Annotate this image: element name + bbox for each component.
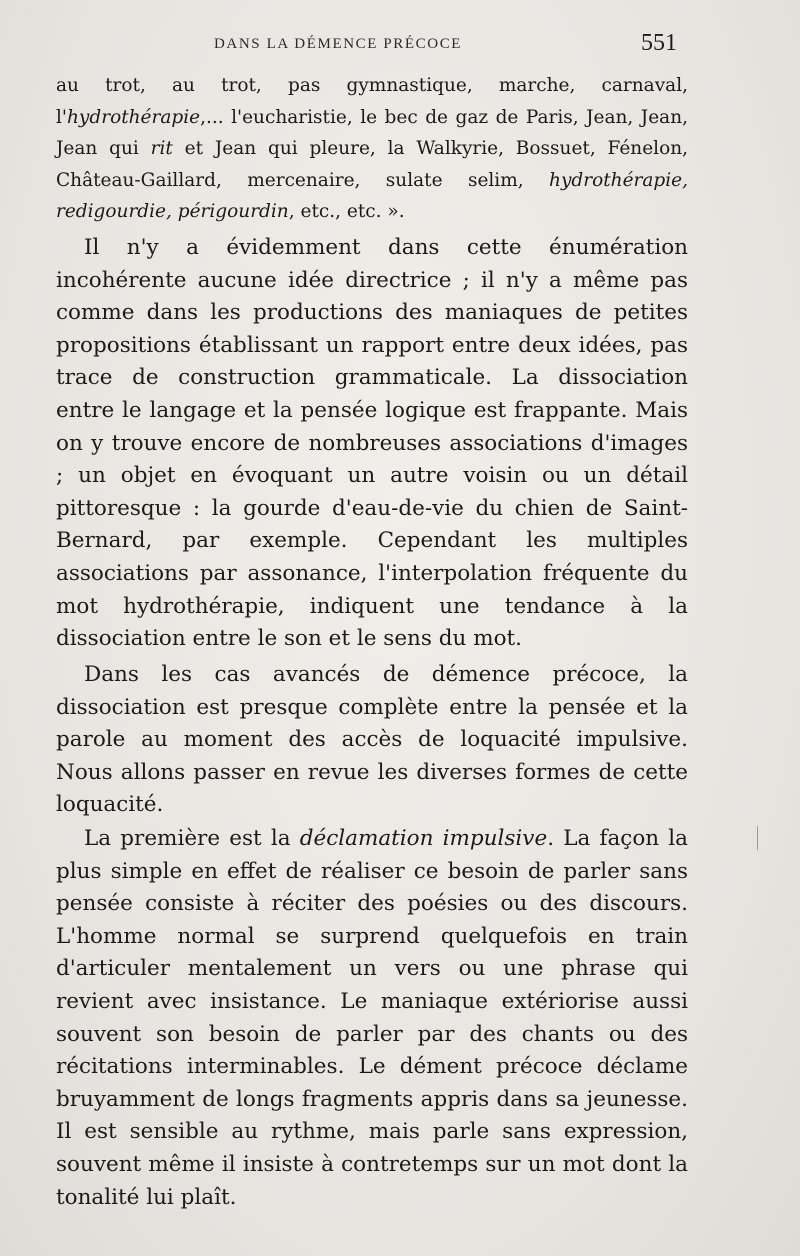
italic-span: hydrothérapie, redigourdie, périgourdin bbox=[56, 169, 688, 222]
margin-mark bbox=[757, 826, 758, 850]
paragraph-impulsive-declamation bbox=[56, 823, 688, 1214]
text-span: au trot, au trot, pas gymnastique, marche, carnaval, l' bbox=[56, 75, 688, 128]
italic-emphasis: déclamation impulsive bbox=[299, 826, 548, 851]
paragraph-advanced-cases: Dans les cas avancés de démence précoce, la dissociation est presque complète entre la pensée et la parole au moment des accès de loquacité impulsive. Nous allons passer en revue les diverses formes de cette loquacité. bbox=[56, 662, 688, 818]
page-number: 551 bbox=[641, 30, 677, 56]
text-span: La première est la bbox=[84, 826, 300, 851]
text-span: ,... l'eucharistie, le bec de gaz de Paris, Jean, Jean, Jean qui bbox=[56, 106, 688, 159]
running-head: DANS LA DÉMENCE PRÉCOCE bbox=[214, 36, 463, 52]
italic-span: rit bbox=[150, 138, 173, 159]
paragraph-enumeration-analysis: Il n'y a évidemment dans cette énumération incohérente aucune idée directrice ; il n'y a même pas comme dans les productions des maniaques de petites propositions établissant un rapport entre deux idées, pas trace de construction grammaticale. La dissociation entre le langage et la pensée logique est frappante. Mais on y trouve encore de nombreuses associations d'images ; un objet en évoquant un autre voisin ou un détail pittoresque : la gourde d'eau-de-vie du chien de Saint-Bernard, par exemple. Cependant les multiples associations par assonance, l'interpolation fréquente du mot hydrothérapie, indiquent une tendance à la dissociation entre le son et le sens du mot. bbox=[56, 235, 688, 652]
text-span: et Jean qui pleure, la Walkyrie, Bossuet, Fénelon, Château-Gaillard, mercenaire, sulate selim, bbox=[56, 138, 689, 191]
paragraph-list-continuation bbox=[56, 70, 688, 228]
text-span: , etc., etc. ». bbox=[288, 201, 405, 222]
text-span: . La façon la plus simple en effet de réaliser ce besoin de parler sans pensée consiste à réciter des poésies ou des discours. L'homme normal se surprend quelquefois en train d'articuler mentalement un vers ou une phrase qui revient avec insistance. Le maniaque extériorise aussi souvent son besoin de parler par des chants ou des récitations interminables. Le dément précoce déclame bruyamment de longs fragments appris dans sa jeunesse. Il est sensible au rythme, mais parle sans expression, souvent même il insiste à contretemps sur un mot dont la tonalité lui plaît. bbox=[56, 826, 688, 1210]
italic-span: hydrothérapie bbox=[67, 106, 201, 128]
